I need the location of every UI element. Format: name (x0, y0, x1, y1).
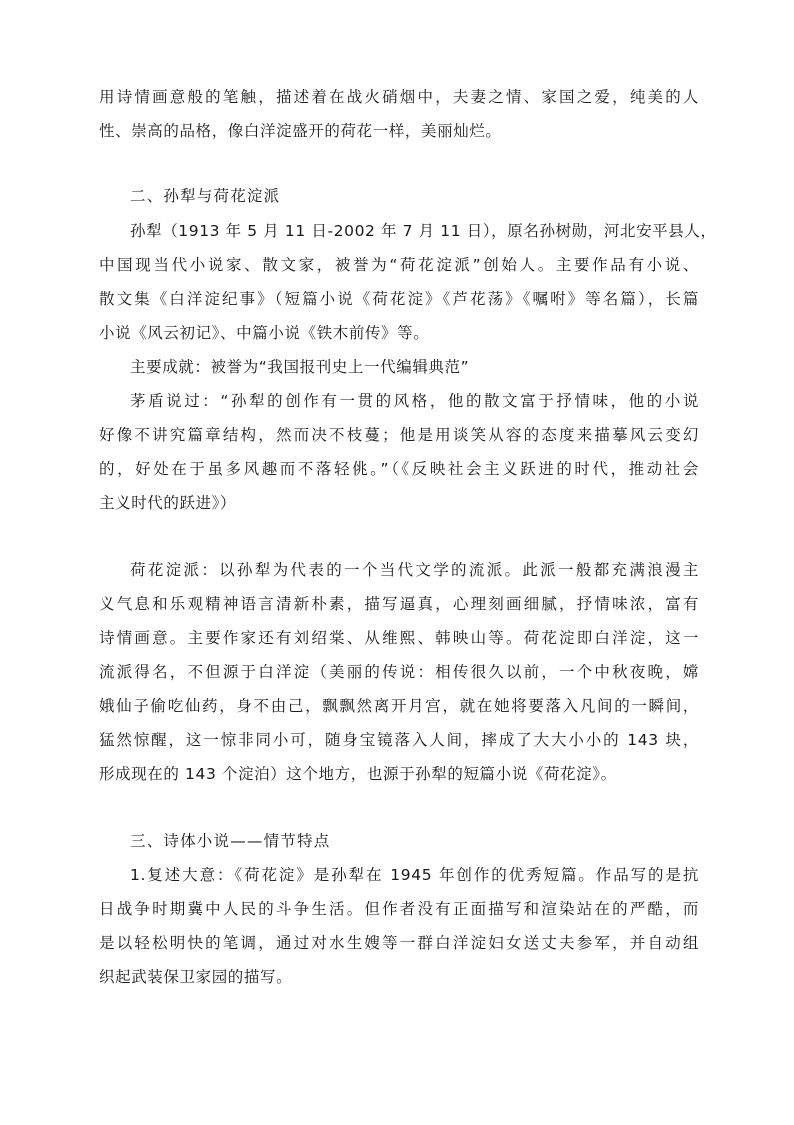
paragraph-line: 织起武装保卫家园的描写。 (99, 968, 293, 986)
paragraph-line: 流派得名，不但源于白洋淀（美丽的传说：相传很久以前，一个中秋夜晚，嫦 (99, 663, 699, 681)
paragraph-line: 用诗情画意般的笔触，描述着在战火硝烟中，夫妻之情、家国之爱，纯美的人 (99, 88, 699, 106)
paragraph-line: 猛然惊醒，这一惊非同小可，随身宝镜落入人间，摔成了大大小小的 143 块， (99, 731, 699, 749)
paragraph-line: 是以轻松明快的笔调，通过对水生嫂等一群白洋淀妇女送丈夫参军，并自动组 (99, 934, 699, 952)
section-heading: 二、孙犁与荷花淀派 (130, 187, 281, 205)
paragraph-line: 主要成就：被誉为“我国报刊史上一代编辑典范” (130, 358, 470, 376)
paragraph-line: 好像不讲究篇章结构，然而决不枝蔓；他是用谈笑从容的态度来描摹风云变幻 (99, 426, 699, 444)
paragraph-line: 小说《风云初记》、中篇小说《铁木前传》等。 (99, 324, 430, 342)
paragraph-line: 1.复述大意：《荷花淀》是孙犁在 1945 年创作的优秀短篇。作品写的是抗 (130, 866, 699, 884)
section-heading: 三、诗体小说——情节特点 (130, 832, 331, 850)
paragraph-line: 的，好处在于虽多风趣而不落轻佻。”（《反映社会主义跃进的时代，推动社会 (99, 460, 699, 478)
paragraph-line: 茅盾说过：“孙犁的创作有一贯的风格，他的散文富于抒情味，他的小说 (130, 392, 699, 410)
paragraph-line: 诗情画意。主要作家还有刘绍棠、从维熙、韩映山等。荷花淀即白洋淀，这一 (99, 629, 699, 647)
paragraph-line: 散文集《白洋淀纪事》（短篇小说《荷花淀》《芦花荡》《嘱咐》等名篇），长篇 (99, 290, 699, 308)
paragraph-line: 形成现在的 143 个淀泊）这个地方，也源于孙犁的短篇小说《荷花淀》。 (99, 765, 617, 783)
paragraph-line: 荷花淀派：以孙犁为代表的一个当代文学的流派。此派一般都充满浪漫主 (130, 561, 699, 579)
paragraph-line: 孙犁（1913 年 5 月 11 日-2002 年 7 月 11 日），原名孙树勋，河北安平县人， (130, 222, 717, 240)
paragraph-line: 日战争时期冀中人民的斗争生活。但作者没有正面描写和渲染站在的严酷，而 (99, 900, 699, 918)
paragraph-line: 娥仙子偷吃仙药，身不由己，飘飘然离开月宫，就在她将要落入凡间的一瞬间， (99, 697, 699, 715)
paragraph-line: 中国现当代小说家、散文家，被誉为“荷花淀派”创始人。主要作品有小说、 (99, 256, 699, 274)
paragraph-line: 主义时代的跃进》） (99, 494, 237, 512)
paragraph-line: 义气息和乐观精神语言清新朴素，描写逼真，心理刻画细腻，抒情味浓，富有 (99, 595, 699, 613)
paragraph-line: 性、崇高的品格，像白洋淀盛开的荷花一样，美丽灿烂。 (99, 122, 502, 140)
